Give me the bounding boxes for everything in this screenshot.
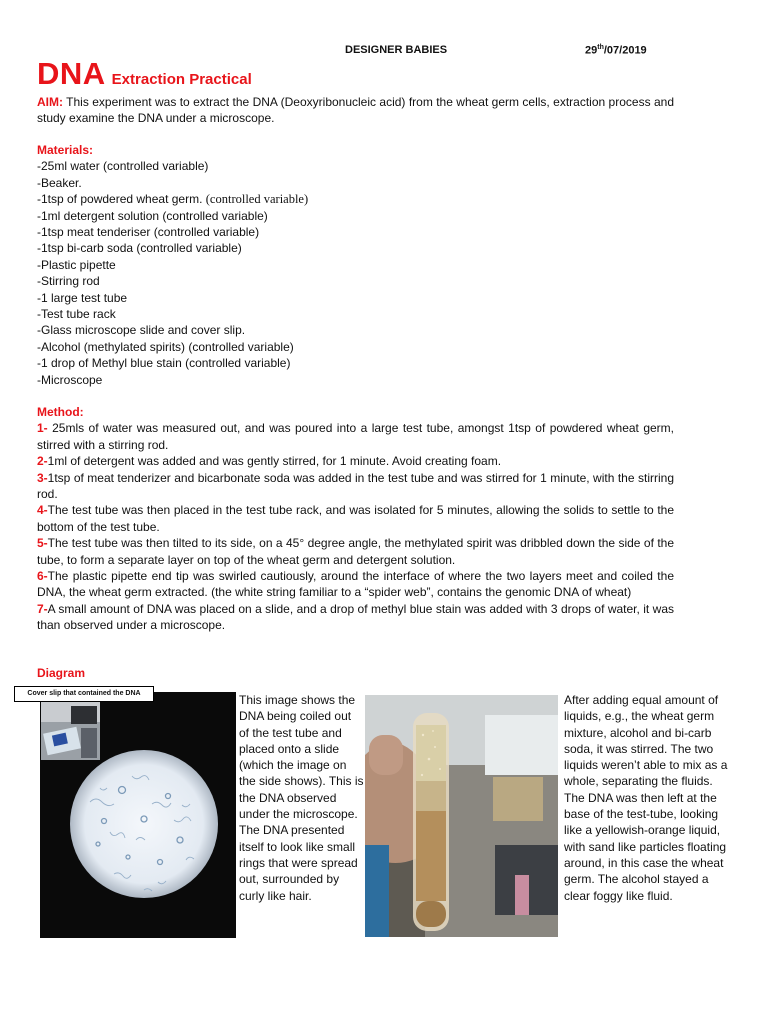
title-dna: DNA xyxy=(37,56,106,91)
material-item: -1 drop of Methyl blue stain (controlled variable) xyxy=(37,356,291,371)
date-suffix: th xyxy=(597,44,604,51)
diagram-heading: Diagram xyxy=(37,666,86,680)
method-step xyxy=(37,535,674,568)
step-text: The test tube was then placed in the test tube rack, and was isolated for 5 minutes, allowing the solids to settle to the bottom of the test tube. xyxy=(37,503,674,534)
material-item: -25ml water (controlled variable) xyxy=(37,159,209,174)
step-number: 6- xyxy=(37,569,48,584)
material-item: -Glass microscope slide and cover slip. xyxy=(37,323,246,338)
step-number: 4- xyxy=(37,503,48,518)
step-text: 1ml of detergent was added and was gently stirred, for 1 minute. Avoid creating foam. xyxy=(47,454,502,469)
material-item: -1 large test tube xyxy=(37,290,128,305)
material-item: -Plastic pipette xyxy=(37,257,116,272)
date-day: 29 xyxy=(585,44,598,57)
material-item xyxy=(37,191,674,207)
microscope-caption: This image shows the DNA being coiled out of the test tube and placed onto a slide (which the image on the side shows). This is the DNA observed under the microscope. The DNA presented itself to look like small rings that were spread out, surrounded by curly like hair. xyxy=(239,693,364,903)
aim-label: AIM: xyxy=(37,95,63,109)
material-item: -Test tube rack xyxy=(37,307,116,322)
step-text: A small amount of DNA was placed on a slide, and a drop of methyl blue stain was added with 3 drops of water, it was than observed under a microscope. xyxy=(37,601,674,633)
method-section xyxy=(37,404,674,634)
material-item: -Microscope xyxy=(37,372,103,387)
step-text: 25mls of water was measured out, and was poured into a large test tube, amongst 1tsp of powdered wheat germ, stirred with a stirring rod. xyxy=(37,421,674,452)
method-step xyxy=(37,502,674,535)
date-rest: /07/2019 xyxy=(603,44,647,57)
material-item: -Beaker. xyxy=(37,175,82,190)
test-tube-image xyxy=(365,695,558,937)
step-number: 5- xyxy=(37,536,48,551)
material-item: -1tsp meat tenderiser (controlled variable) xyxy=(37,225,260,240)
method-heading: Method: xyxy=(37,405,84,419)
step-number: 2- xyxy=(37,454,48,469)
aim-paragraph xyxy=(37,94,674,127)
aim-text: This experiment was to extract the DNA (Deoxyribonucleic acid) from the wheat germ cells, extraction process and study examine the DNA under a microscope. xyxy=(37,95,674,126)
step-text: The test tube was then tilted to its side, on a 45° degree angle, the methylated spirit was dribbled down the side of the tube, to form a separate layer on top of the wheat germ and detergent solution. xyxy=(37,536,674,567)
step-number: 7- xyxy=(37,601,48,616)
step-number: 1- xyxy=(37,421,48,436)
page-title xyxy=(37,56,252,92)
method-step xyxy=(37,601,674,634)
cover-slip-image xyxy=(41,700,100,760)
test-tube-caption: After adding equal amount of liquids, e.g., the wheat germ mixture, alcohol and bi-carb soda, it was stirred. The two liquids weren’t able to mix as a whole, separating the fluids. The DNA was then left at the base of the test-tube, looking like a yellowish-orange liquid, with sand like particles floating around, in this case the wheat germ. The alcohol stayed a clear foggy like fluid. xyxy=(564,693,728,903)
method-step xyxy=(37,420,674,453)
header-date xyxy=(585,44,647,57)
cover-slip-photo xyxy=(41,700,100,760)
material-item: -Stirring rod xyxy=(37,274,100,289)
title-subtitle: Extraction Practical xyxy=(111,71,252,88)
method-step xyxy=(37,568,674,601)
material-item: -Alcohol (methylated spirits) (controlled variable) xyxy=(37,339,294,354)
step-text: The plastic pipette end tip was swirled cautiously, around the interface of where the two layers meet and coiled the DNA, the wheat germ extracted. (the white string familiar to a “spider web”, contains the genomic DNA of wheat) xyxy=(37,569,674,600)
method-step xyxy=(37,470,674,503)
material-item-note: (controlled variable) xyxy=(205,192,309,207)
method-step xyxy=(37,453,674,469)
material-item: -1tsp bi-carb soda (controlled variable) xyxy=(37,241,242,256)
cover-slip-label: Cover slip that contained the DNA xyxy=(14,686,154,702)
step-text: 1tsp of meat tenderizer and bicarbonate soda was added in the test tube and was stirred for 1 minute, with the stirring rod. xyxy=(37,470,674,502)
material-item-text: -1tsp of powdered wheat germ. xyxy=(37,192,206,207)
materials-heading: Materials: xyxy=(37,143,94,157)
test-tube-photo xyxy=(365,695,558,937)
materials-section xyxy=(37,142,674,388)
header-title: DESIGNER BABIES xyxy=(345,44,448,56)
step-number: 3- xyxy=(37,470,48,485)
material-item: -1ml detergent solution (controlled variable) xyxy=(37,208,268,223)
